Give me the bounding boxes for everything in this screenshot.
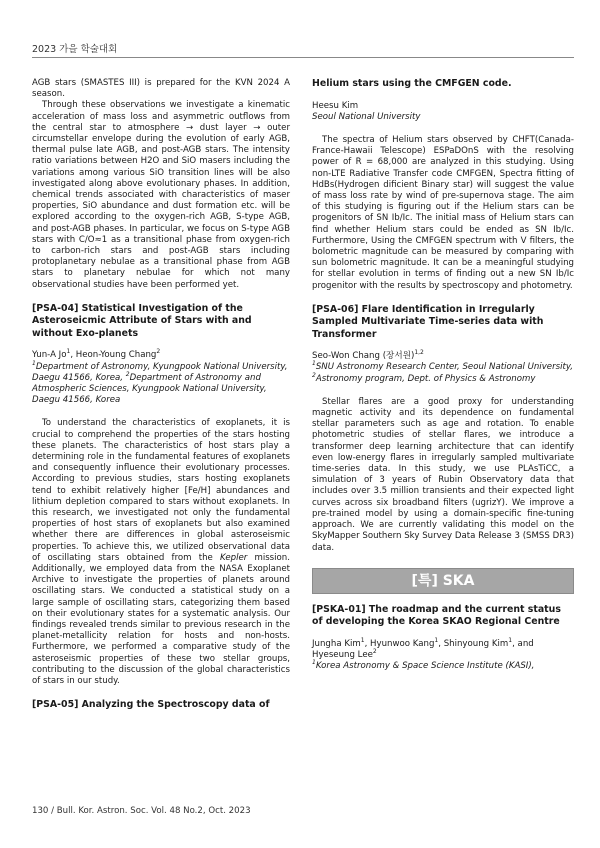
psa05-title-start: [PSA-05] Analyzing the Spectroscopy data of [32,699,270,711]
psa04-affiliation: $^1$Department of Astronomy, Kyungpook National University, Daegu 41566, Korea, $^2$Department of Astronomy and Atmospheric Sciences, Kyungpook National University, Daegu 41566, Korea [32,359,288,406]
intro-continuation: AGB stars (SMASTES III) is prepared for the KVN 2024 A season. [32,78,290,100]
left-column [32,78,290,712]
psa06-abstract: Stellar flares are a good proxy for understanding magnetic activity and its dependence on fundamental stellar parameters such as age and rotation. To enable photometric studies of stellar flares, we introduce a transformer deep learning architecture that can identify even low-energy flares in irregularly sampled multivariate time-series data. In this study, we use PLAsTiCC, a simulation of 3 years of Rubin Observatory data that includes over 3.5 million transients and their expected light curves across six broadband filters (ugrizY). We improve a pre-trained model by using a domain-specific fine-tuning approach. We are currently validating this model on the SkyMapper Southern Sky Survey Data Release 3 (SMSS DR3) data. [312,396,574,553]
psa04-authors: Yun-A Jo$^1$, Heon-Young Chang$^2$ [32,348,161,361]
right-column [312,78,574,672]
psa04-abstract: To understand the characteristics of exoplanets, it is crucial to comprehend the properties of the stars hosting these planets. The characteristics of host stars play a determining role in the fundamental features of exoplanets and consequently influence their evolutionary processes. According to previous studies, stars hosting exoplanets tend to exhibit relatively higher [Fe/H] abundances and lithium depletion compared to stars without exoplanets. In this research, we investigated not only the fundamental properties of host stars of exoplanets but also examined whether there are differences in global asteroseismic properties. To achieve this, we utilized observational data of oscillating stars obtained from the Kepler mission. Additionally, we employed data from the NASA Exoplanet Archive to investigate the properties of planets around oscillating stars. We conducted a statistical study on a large sample of oscillating stars, categorizing them based on their evolutionary states for a systematic analysis. Our findings revealed trends similar to previous research in the planet-metallicity relation for hosts and non-hosts. Furthermore, we performed a comparative study of the asteroseismic properties of these two stellar groups, contributing to the discussion of the global characteristics of stars in our study. [32,418,290,687]
psa06-affiliation: $^1$SNU Astronomy Research Center, Seoul National University, $^2$Astronomy program, Dept. of Physics & Astronomy [312,360,573,384]
pska01-affiliation: $^1$Korea Astronomy & Space Science Institute (KASI), [312,659,535,672]
header-rule [32,57,574,58]
pska01-title: [PSKA-01] The roadmap and the current status of developing the Korea SKAO Regional Centre [312,603,561,628]
psa04-title: [PSA-04] Statistical Investigation of the Asteroseicmic Attribute of Stars with and without Exo-planets [32,302,252,339]
psa05-abstract: The spectra of Helium stars observed by CHFT(Canada-France-Hawaii Telescope) ESPaDOnS with the resolving power of R = 68,000 are analyzed in this studying. Using non-LTE Radiative Transfer code CMFGEN, Spectra fitting of HdBs(Hydrogen dificient Binary star) will suggest the value of mass loss rate by wind of pre-supernova stage. The aim of this studying is figuring out if the Helium stars can be progenitors of SN Ib/Ic. The initial mass of Helium stars can find whether Helium stars could be ended as SN Ib/Ic. Furthermore, Using the CMFGEN spectrum with V filters, the bolometric magnitude can be measured by comparing with sun bolometric magnitude. It can be a meaningful studying for stellar evolution in terms of finding out a new SN Ib/Ic progenitor with the results by spectroscopy and photometry. [312,134,574,291]
pska01-authors: Jungha Kim$^1$, Hyunwoo Kang$^1$, Shinyoung Kim$^1$, and Hyeseung Lee$^2$ [312,636,534,660]
running-header: 2023 가을 학술대회 [32,44,118,55]
ska-section-banner: [특] SKA [312,568,574,594]
psa06-author: Seo-Won Chang (장서원)$^{1,2}$ [312,349,424,362]
intro-paragraph: Through these observations we investigate a kinematic acceleration of mass loss and asymmetric outflows from the central star to atmosphere → dust layer → outer circumstellar envelope during the evolution of early AGB, thermal pulse late AGB, and post-AGB stars. The intensity ratio variations between H2O and SiO masers including the variations among various SiO transition lines will be also investigated along above evolutionary phases. In addition, chemical trends associated with characteristics of maser properties, SiO abundance and dust formation etc. will be explored according to the oxygen-rich AGB, S-type AGB, and post-AGB phases. In particular, we focus on S-type AGB stars with C/O≈1 as a transitional phase from oxygen-rich to carbon-rich stars and post-AGB stars including protoplanetary nebulae as a transitional phase from AGB stars to planetary nebulae for which not many observational studies have been performed yet. [32,100,290,290]
psa05-affiliation: Seoul National University [312,111,421,122]
psa06-title: [PSA-06] Flare Identification in Irregularly Sampled Multivariate Time-series data with Transformer [312,303,544,340]
page-footer: 130 / Bull. Kor. Astron. Soc. Vol. 48 No.2, Oct. 2023 [32,806,251,816]
psa05-title-end: Helium stars using the CMFGEN code. [312,78,512,89]
psa05-author: Heesu Kim [312,100,359,111]
